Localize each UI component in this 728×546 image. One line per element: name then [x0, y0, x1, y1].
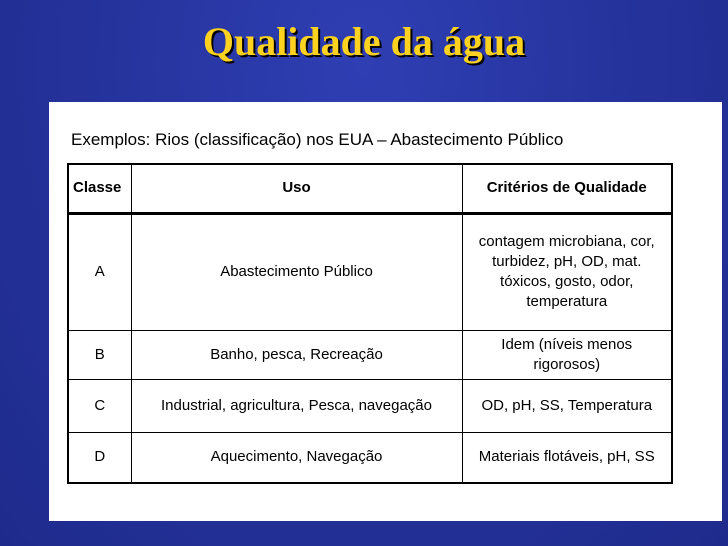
- criteria-cell: Idem (níveis menos rigorosos): [462, 330, 672, 379]
- table-caption: Exemplos: Rios (classificação) nos EUA – Abastecimento Público: [71, 130, 564, 149]
- use-cell: Banho, pesca, Recreação: [131, 330, 462, 379]
- table-row: [68, 213, 672, 330]
- class-cell: B: [68, 330, 131, 379]
- table-row: [68, 432, 672, 483]
- header-criterios: Critérios de Qualidade: [462, 164, 672, 213]
- class-cell: C: [68, 379, 131, 432]
- table-header-row: [68, 164, 672, 213]
- header-classe: Classe: [68, 164, 131, 213]
- use-cell: Abastecimento Público: [131, 213, 462, 330]
- use-cell: Industrial, agricultura, Pesca, navegação: [131, 379, 462, 432]
- table-row: [68, 330, 672, 379]
- slide-title: Qualidade da água: [202, 19, 526, 64]
- criteria-cell: Materiais flotáveis, pH, SS: [462, 432, 672, 483]
- table-row: [68, 379, 672, 432]
- class-cell: D: [68, 432, 131, 483]
- criteria-cell: OD, pH, SS, Temperatura: [462, 379, 672, 432]
- class-cell: A: [68, 213, 131, 330]
- criteria-cell: contagem microbiana, cor, turbidez, pH, OD, mat. tóxicos, gosto, odor, temperatura: [462, 213, 672, 330]
- water-quality-table: [67, 163, 673, 484]
- header-uso: Uso: [131, 164, 462, 213]
- use-cell: Aquecimento, Navegação: [131, 432, 462, 483]
